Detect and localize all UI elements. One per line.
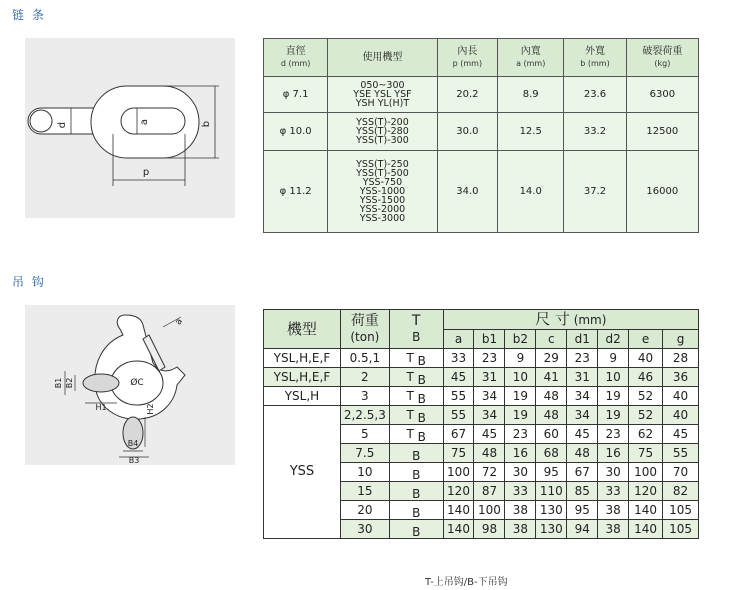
col-inner-length: 內長 p (mm) [437,39,498,77]
cell-e: 100 [629,463,663,482]
table-row [264,151,699,233]
cell-a: 12.5 [498,113,564,151]
cell-b1: 100 [474,501,505,520]
cell-b2: 16 [505,444,536,463]
dim-b2-label: B2 [65,377,74,389]
cell-load: 0.5,1 [340,349,389,368]
cell-g: 105 [663,520,699,539]
chain-drawing [25,38,235,218]
col-inner-width: 內寬 a (mm) [498,39,564,77]
cell-d2: 10 [598,368,629,387]
cell-c: 48 [536,387,567,406]
table-row [264,77,699,113]
cell-b2: 23 [505,425,536,444]
cell-c: 130 [536,501,567,520]
dim-a-label: a [173,317,185,327]
dim-a-label: a [139,118,150,126]
cell-tb: T B [389,349,443,368]
col-model: 機型 [264,310,341,349]
cell-d2: 33 [598,482,629,501]
cell-b2: 10 [505,368,536,387]
cell-d1: 34 [567,387,598,406]
hook-drawing [25,305,235,465]
cell-load: 30 [340,520,389,539]
hook-diagram [25,305,235,465]
dim-d-label: d [57,121,68,129]
col-tb: T B [389,310,443,349]
cell-a: 140 [443,520,474,539]
cell-p: 20.2 [437,77,498,113]
cell-d1: 34 [567,406,598,425]
table-row [264,368,699,387]
cell-diameter: φ 7.1 [264,77,328,113]
col-load: 荷重 (ton) [340,310,389,349]
col-a: a [443,330,474,349]
hook-section-title: 吊 钩 [12,275,46,289]
cell-a: 55 [443,387,474,406]
cell-b1: 48 [474,444,505,463]
cell-e: 52 [629,406,663,425]
cell-p: 30.0 [437,113,498,151]
dim-b3-label: B3 [128,456,140,465]
cell-b2: 38 [505,501,536,520]
cell-tb: B [389,463,443,482]
cell-a: 67 [443,425,474,444]
cell-tb: B [389,520,443,539]
dim-b-label: b [201,120,212,128]
cell-b2: 9 [505,349,536,368]
dim-h2-label: H2 [146,403,155,415]
cell-p: 34.0 [437,151,498,233]
cell-e: 140 [629,520,663,539]
table-row [264,387,699,406]
cell-b1: 45 [474,425,505,444]
cell-b1: 87 [474,482,505,501]
dim-b4-label: B4 [127,439,139,448]
cell-b1: 23 [474,349,505,368]
cell-d2: 30 [598,463,629,482]
cell-a: 120 [443,482,474,501]
cell-load: 6300 [626,77,698,113]
col-d1: d1 [567,330,598,349]
cell-diameter: φ 10.0 [264,113,328,151]
dim-c-label: ØC [130,378,144,388]
dim-p-label: p [142,167,150,178]
cell-b2: 38 [505,520,536,539]
cell-load: 20 [340,501,389,520]
cell-a: 14.0 [498,151,564,233]
cell-b2: 30 [505,463,536,482]
cell-model: YSL,H [264,387,341,406]
col-outer-width: 外寬 b (mm) [564,39,626,77]
cell-e: 52 [629,387,663,406]
cell-load: 16000 [626,151,698,233]
cell-tb: T B [389,387,443,406]
hook-caption: T-上吊钩/B-下吊钩 [425,577,508,588]
cell-c: 95 [536,463,567,482]
cell-model: YSL,H,E,F [264,368,341,387]
cell-a: 100 [443,463,474,482]
cell-d2: 23 [598,425,629,444]
cell-model: YSS [264,406,341,539]
cell-tb: T B [389,368,443,387]
cell-c: 68 [536,444,567,463]
cell-e: 140 [629,501,663,520]
cell-load: 15 [340,482,389,501]
cell-c: 41 [536,368,567,387]
cell-d2: 38 [598,501,629,520]
cell-b2: 33 [505,482,536,501]
chain-spec-table [263,38,699,233]
dim-h1-label: H1 [95,403,107,412]
hook-spec-table [263,309,699,539]
cell-b: 23.6 [564,77,626,113]
cell-c: 130 [536,520,567,539]
cell-a: 45 [443,368,474,387]
col-g: g [663,330,699,349]
cell-load: 12500 [626,113,698,151]
cell-b1: 98 [474,520,505,539]
table-row [264,349,699,368]
cell-e: 46 [629,368,663,387]
table-row [264,406,699,425]
cell-models: YSS(T)-200 YSS(T)-280 YSS(T)-300 [328,113,437,151]
cell-c: 29 [536,349,567,368]
col-c: c [536,330,567,349]
cell-g: 28 [663,349,699,368]
cell-d2: 19 [598,406,629,425]
col-b1: b1 [474,330,505,349]
col-models: 使用機型 [328,39,437,77]
cell-g: 70 [663,463,699,482]
cell-d1: 48 [567,444,598,463]
cell-d1: 67 [567,463,598,482]
cell-e: 62 [629,425,663,444]
cell-e: 120 [629,482,663,501]
cell-b1: 31 [474,368,505,387]
cell-e: 75 [629,444,663,463]
cell-tb: B [389,444,443,463]
cell-g: 105 [663,501,699,520]
cell-load: 5 [340,425,389,444]
cell-g: 40 [663,406,699,425]
cell-b1: 34 [474,387,505,406]
col-d2: d2 [598,330,629,349]
cell-c: 48 [536,406,567,425]
cell-diameter: φ 11.2 [264,151,328,233]
cell-models: YSS(T)-250 YSS(T)-500 YSS-750 YSS-1000 YSS-1500 YSS-2000 YSS-3000 [328,151,437,233]
cell-g: 82 [663,482,699,501]
cell-load: 2 [340,368,389,387]
chain-diagram [25,38,235,218]
cell-a: 33 [443,349,474,368]
cell-load: 7.5 [340,444,389,463]
col-breaking-load: 破裂荷重 (kg) [626,39,698,77]
cell-a: 8.9 [498,77,564,113]
cell-load: 10 [340,463,389,482]
cell-g: 45 [663,425,699,444]
cell-models: 050~300 YSE YSL YSF YSH YL(H)T [328,77,437,113]
cell-b2: 19 [505,406,536,425]
cell-d2: 38 [598,520,629,539]
col-dimensions: 尺 寸 (mm) [443,310,698,330]
cell-a: 75 [443,444,474,463]
cell-a: 55 [443,406,474,425]
cell-model: YSL,H,E,F [264,349,341,368]
cell-g: 40 [663,387,699,406]
cell-b1: 72 [474,463,505,482]
cell-d1: 45 [567,425,598,444]
cell-d2: 19 [598,387,629,406]
col-diameter: 直徑 d (mm) [264,39,328,77]
chain-section-title: 链 条 [12,8,46,22]
cell-d1: 31 [567,368,598,387]
cell-g: 55 [663,444,699,463]
cell-b: 33.2 [564,113,626,151]
cell-load: 2,2.5,3 [340,406,389,425]
cell-tb: B [389,501,443,520]
cell-c: 60 [536,425,567,444]
cell-d1: 23 [567,349,598,368]
cell-tb: T B [389,406,443,425]
cell-b: 37.2 [564,151,626,233]
col-e: e [629,330,663,349]
cell-b1: 34 [474,406,505,425]
cell-load: 3 [340,387,389,406]
cell-d1: 95 [567,501,598,520]
cell-d2: 9 [598,349,629,368]
cell-tb: T B [389,425,443,444]
cell-c: 110 [536,482,567,501]
table-row [264,113,699,151]
cell-d1: 94 [567,520,598,539]
cell-g: 36 [663,368,699,387]
dim-b1-label: B1 [54,377,63,389]
cell-e: 40 [629,349,663,368]
cell-tb: B [389,482,443,501]
cell-d1: 85 [567,482,598,501]
col-b2: b2 [505,330,536,349]
cell-d2: 16 [598,444,629,463]
cell-b2: 19 [505,387,536,406]
cell-a: 140 [443,501,474,520]
